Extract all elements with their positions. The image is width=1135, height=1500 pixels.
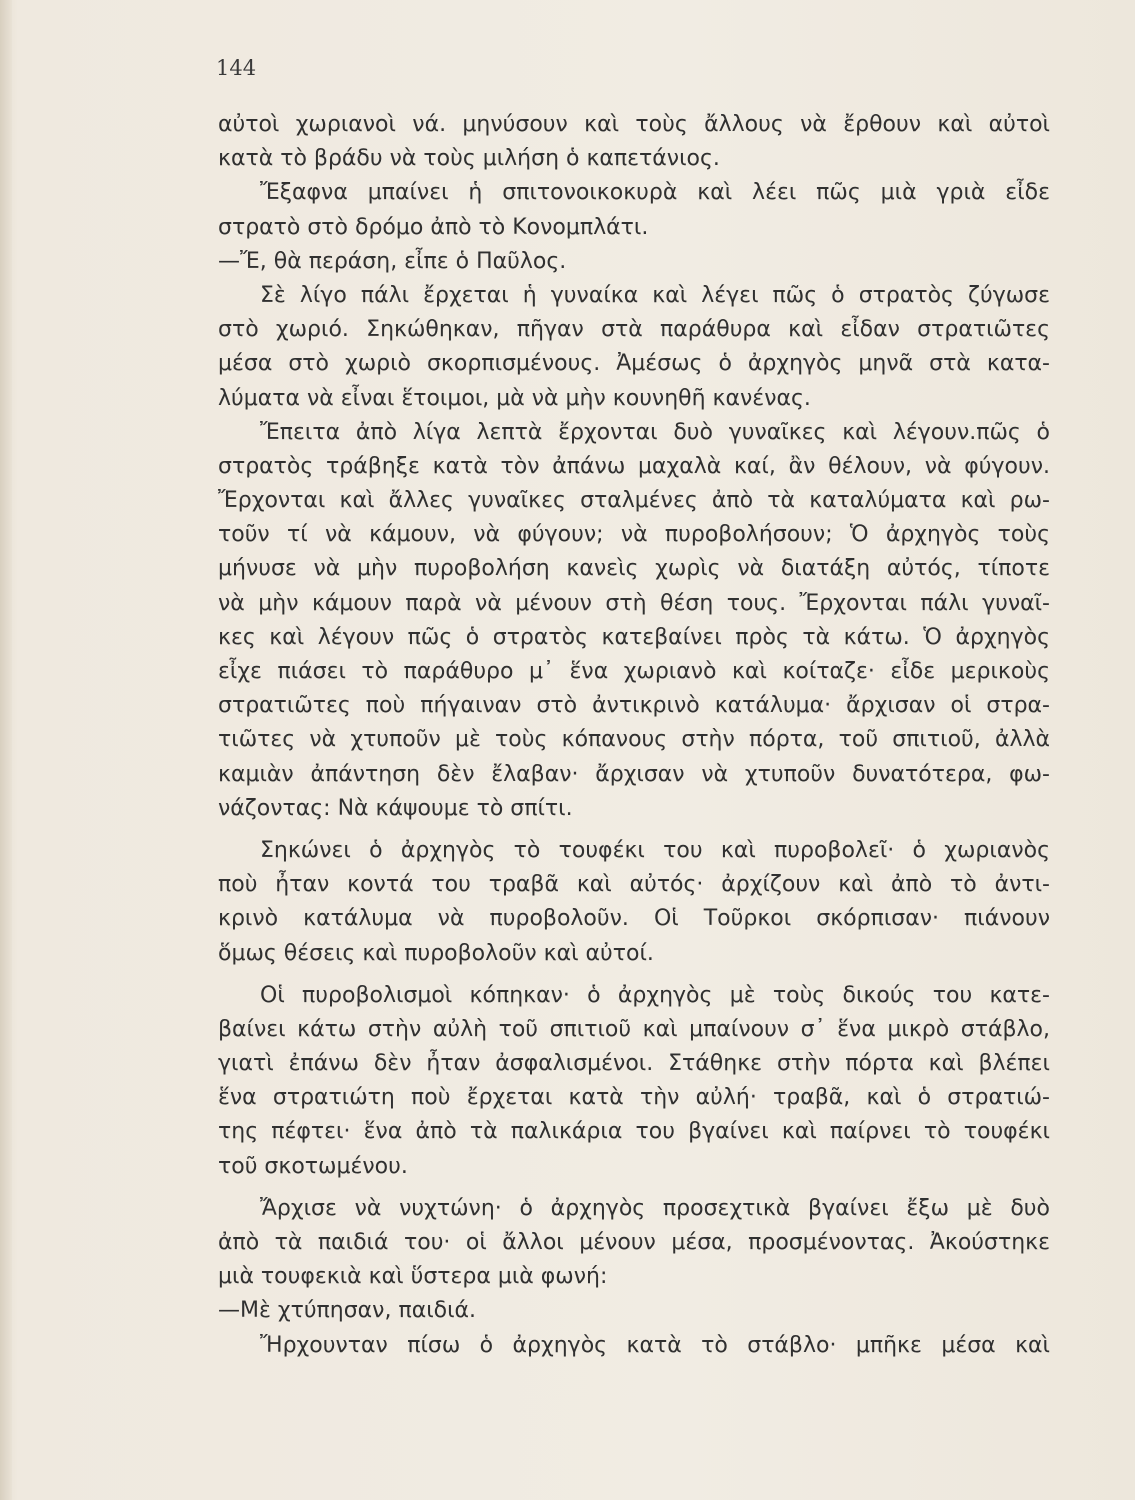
body-text bbox=[218, 108, 1050, 1363]
text-line: Ἔρχονται καὶ ἄλλες γυναῖκες σταλμένες ἀπὸ τὰ καταλύματα καὶ ρω- bbox=[218, 488, 1050, 514]
text-line: γιατὶ ἐπάνω δὲν ἦταν ἀσφαλισμένοι. Στάθηκε στὴν πόρτα καὶ βλέπει bbox=[218, 1051, 1050, 1077]
text-line: ποὺ ἦταν κοντά του τραβᾶ καὶ αὐτός· ἀρχίζουν καὶ ἀπὸ τὸ ἀντι- bbox=[218, 872, 1050, 898]
text-line: νὰ μὴν κάμουν παρὰ νὰ μένουν στὴ θέση τους. Ἔρχονται πάλι γυναῖ- bbox=[218, 590, 1050, 616]
text-line: εἶχε πιάσει τὸ παράθυρο μ᾽ ἕνα χωριανὸ καὶ κοίταζε· εἶδε μερικοὺς bbox=[218, 659, 1050, 684]
text-line: νάζοντας: Νὰ κάψουμε τὸ σπίτι. bbox=[218, 795, 573, 821]
text-line: τοῦ σκοτωμένου. bbox=[218, 1153, 408, 1179]
text-line: κες καὶ λέγουν πῶς ὁ στρατὸς κατεβαίνει πρὸς τὰ κάτω. Ὁ ἀρχηγὸς bbox=[218, 624, 1050, 650]
text-line: —Ἔ, θὰ περάση, εἶπε ὁ Παῦλος. bbox=[218, 248, 567, 274]
text-line: μέσα στὸ χωριὸ σκορπισμένους. Ἀμέσως ὁ ἀρχηγὸς μηνᾶ στὰ κατα- bbox=[218, 351, 1050, 377]
text-line: τιῶτες νὰ χτυποῦν μὲ τοὺς κόπανους στὴν πόρτα, τοῦ σπιτιοῦ, ἀλλὰ bbox=[218, 727, 1050, 753]
text-line: λύματα νὰ εἶναι ἕτοιμοι, μὰ νὰ μὴν κουνηθῆ κανένας. bbox=[218, 385, 811, 411]
text-line: στρατὸς τράβηξε κατὰ τὸν ἀπάνω μαχαλὰ καί, ἂν θέλουν, νὰ φύγουν. bbox=[218, 453, 1050, 479]
text-line: μήνυσε νὰ μὴν πυροβολήση κανεὶς χωρὶς νὰ διατάξη αὐτός, τίποτε bbox=[218, 556, 1050, 582]
text-line: ἀπὸ τὰ παιδιά του· οἱ ἄλλοι μένουν μέσα, προσμένοντας. Ἀκούστηκε bbox=[218, 1230, 1050, 1255]
text-line: Ἤρχουνταν πίσω ὁ ἀρχηγὸς κατὰ τὸ στάβλο· μπῆκε μέσα καὶ bbox=[260, 1332, 1050, 1358]
text-line: ὅμως θέσεις καὶ πυροβολοῦν καὶ αὐτοί. bbox=[218, 940, 654, 966]
text-line: κρινὸ κατάλυμα νὰ πυροβολοῦν. Οἱ Τοῦρκοι σκόρπισαν· πιάνουν bbox=[218, 906, 1050, 932]
text-line: μιὰ τουφεκιὰ καὶ ὕστερα μιὰ φωνή: bbox=[218, 1264, 608, 1290]
page-gutter bbox=[0, 0, 12, 1500]
text-line: της πέφτει· ἕνα ἀπὸ τὰ παλικάρια του βγαίνει καὶ παίρνει τὸ τουφέκι bbox=[218, 1119, 1050, 1145]
text-line: ἕνα στρατιώτη ποὺ ἔρχεται κατὰ τὴν αὐλή· τραβᾶ, καὶ ὁ στρατιώ- bbox=[218, 1085, 1050, 1111]
text-line: αὐτοὶ χωριανοὶ νά. μηνύσουν καὶ τοὺς ἄλλους νὰ ἔρθουν καὶ αὐτοὶ bbox=[218, 112, 1050, 137]
text-line: στρατιῶτες ποὺ πήγαιναν στὸ ἀντικρινὸ κατάλυμα· ἄρχισαν οἱ στρα- bbox=[218, 693, 1050, 719]
text-line: Ἔξαφνα μπαίνει ἡ σπιτονοικοκυρὰ καὶ λέει πῶς μιὰ γριὰ εἶδε bbox=[260, 180, 1050, 206]
text-line: —Μὲ χτύπησαν, παιδιά. bbox=[218, 1298, 477, 1324]
page-number: 144 bbox=[216, 56, 257, 80]
text-line: στὸ χωριό. Σηκώθηκαν, πῆγαν στὰ παράθυρα καὶ εἶδαν στρατιῶτες bbox=[218, 317, 1050, 343]
text-line: καμιὰν ἀπάντηση δὲν ἔλαβαν· ἄρχισαν νὰ χτυποῦν δυνατότερα, φω- bbox=[218, 761, 1050, 787]
text-line: Ἄρχισε νὰ νυχτώνη· ὁ ἀρχηγὸς προσεχτικὰ βγαίνει ἔξω μὲ δυὸ bbox=[260, 1195, 1050, 1221]
text-line: Σὲ λίγο πάλι ἔρχεται ἡ γυναίκα καὶ λέγει πῶς ὁ στρατὸς ζύγωσε bbox=[260, 282, 1050, 308]
text-line: στρατὸ στὸ δρόμο ἀπὸ τὸ Κονομπλάτι. bbox=[218, 214, 649, 240]
text-line: Ἔπειτα ἀπὸ λίγα λεπτὰ ἔρχονται δυὸ γυναῖκες καὶ λέγουν.πῶς ὁ bbox=[260, 419, 1050, 445]
text-line: βαίνει κάτω στὴν αὐλὴ τοῦ σπιτιοῦ καὶ μπαίνουν σ᾽ ἕνα μικρὸ στάβλο, bbox=[218, 1016, 1050, 1042]
text-line: κατὰ τὸ βράδυ νὰ τοὺς μιλήση ὁ καπετάνιος. bbox=[218, 146, 720, 172]
text-line: Σηκώνει ὁ ἀρχηγὸς τὸ τουφέκι του καὶ πυροβολεῖ· ὁ χωριανὸς bbox=[260, 837, 1050, 863]
text-line: τοῦν τί νὰ κάμουν, νὰ φύγουν; νὰ πυροβολήσουν; Ὁ ἀρχηγὸς τοὺς bbox=[218, 522, 1050, 548]
text-line: Οἱ πυροβολισμοὶ κόπηκαν· ὁ ἀρχηγὸς μὲ τοὺς δικούς του κατε- bbox=[260, 982, 1050, 1008]
